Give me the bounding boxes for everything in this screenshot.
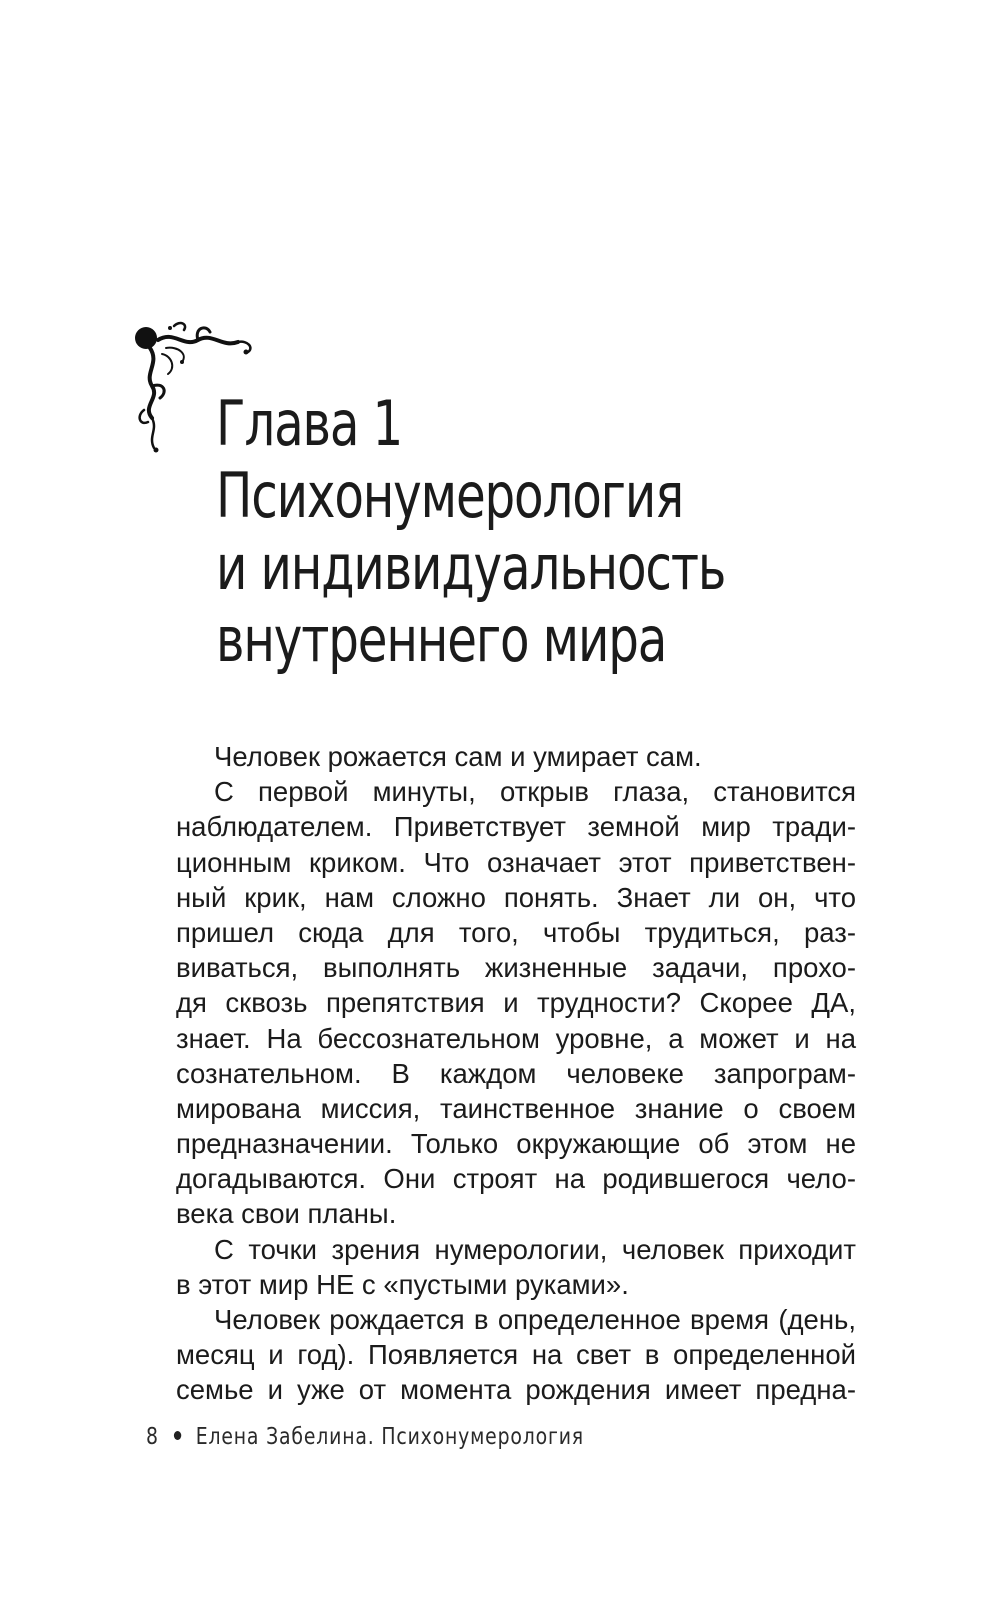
text-line: догадываются. Они строят на родившегося чело- xyxy=(176,1163,856,1195)
page-footer xyxy=(146,1422,584,1452)
text-line: сознательном. В каждом человеке запрограм- xyxy=(176,1057,856,1089)
text-line: ный крик, нам сложно понять. Знает ли он, что xyxy=(176,881,856,913)
text-line: ционным криком. Что означает этот приветствен- xyxy=(176,846,856,878)
bullet-icon xyxy=(174,1431,181,1440)
page-number: 8 xyxy=(146,1424,159,1450)
text-line: С точки зрения нумерологии, человек приходит xyxy=(214,1233,856,1265)
text-line: пришел сюда для того, чтобы трудиться, раз- xyxy=(176,916,856,948)
text-line: мирована миссия, таинственное знание о своем xyxy=(176,1092,856,1124)
text-line: наблюдателем. Приветствует земной мир тради- xyxy=(176,811,856,843)
text-line: знает. На бессознательном уровне, а может и на xyxy=(176,1022,856,1054)
text-line: в этот мир НЕ с «пустыми руками». xyxy=(176,1268,629,1300)
chapter-title-line-1: Психонумерология xyxy=(216,459,684,532)
chapter-title xyxy=(216,388,725,676)
text-line: семье и уже от момента рождения имеет предна- xyxy=(176,1374,856,1406)
text-line: С первой минуты, открыв глаза, становится xyxy=(214,776,856,808)
body-text xyxy=(176,739,856,1408)
chapter-title-line-2: и индивидуальность xyxy=(216,531,726,604)
text-line: Человек рожается сам и умирает сам. xyxy=(214,741,702,772)
text-line: виваться, выполнять жизненные задачи, прохо- xyxy=(176,952,856,984)
text-line: века свои планы. xyxy=(176,1198,397,1230)
chapter-title-line-3: внутреннего мира xyxy=(216,603,667,676)
running-title: Елена Забелина. Психонумерология xyxy=(195,1424,584,1450)
text-line: предназначении. Только окружающие об этом не xyxy=(176,1128,856,1160)
chapter-number: Глава 1 xyxy=(216,387,403,460)
text-line: Человек рождается в определенное время (день, xyxy=(214,1304,856,1335)
text-line: дя сквозь препятствия и трудности? Скорее ДА, xyxy=(176,987,856,1019)
text-line: месяц и год). Появляется на свет в определенной xyxy=(176,1339,856,1371)
